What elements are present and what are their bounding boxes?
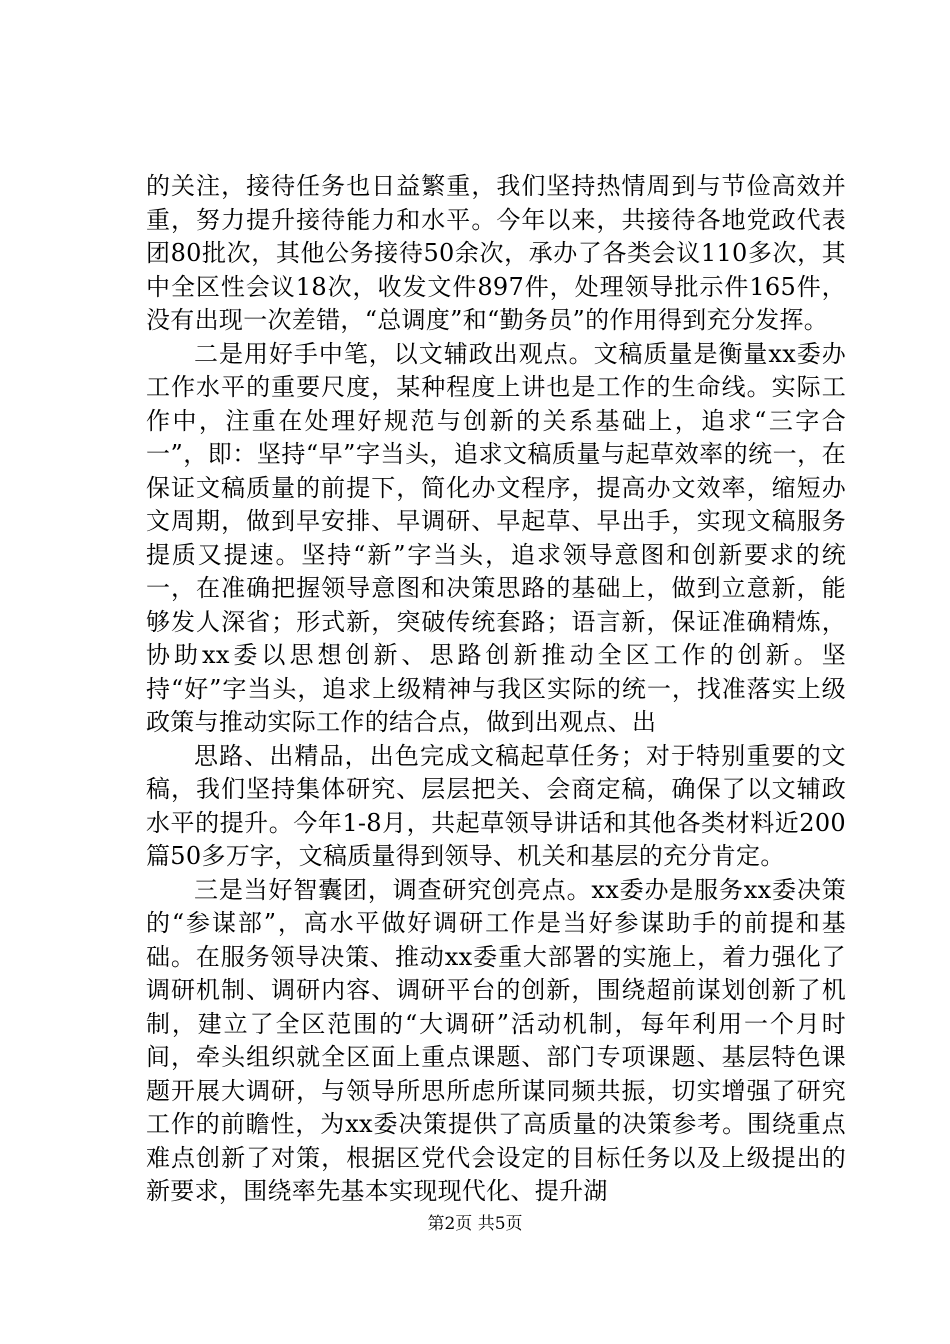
document-body [146, 170, 846, 1209]
paragraph-reception: 的关注，接待任务也日益繁重，我们坚持热情周到与节俭高效并重，努力提升接待能力和水平。今年以来，共接待各地党政代表团80批次，其他公务接待50余次，承办了各类会议110多次，其中全区性会议18次，收发文件897件，处理领导批示件165件，没有出现一次差错，“总调度”和“勤务员”的作用得到充分发挥。 [146, 172, 846, 334]
page-footer: 第2页 共5页 [427, 1214, 523, 1234]
paragraph-writing: 二是用好手中笔，以文辅政出观点。文稿质量是衡量xx委办工作水平的重要尺度，某种程度上讲也是工作的生命线。实际工作中，注重在处理好规范与创新的关系基础上，追求“三字合一”，即：坚持“早”字当头，追求文稿质量与起草效率的统一，在保证文稿质量的前提下，简化办文程序，提高办文效率，缩短办文周期，做到早安排、早调研、早起草、早出手，实现文稿服务提质又提速。坚持“新”字当头，追求领导意图和创新要求的统一，在准确把握领导意图和决策思路的基础上，做到立意新，能够发人深省；形式新，突破传统套路；语言新，保证准确精炼，协助xx委以思想创新、思路创新推动全区工作的创新。坚持“好”字当头，追求上级精神与我区实际的统一，找准落实上级政策与推动实际工作的结合点，做到出观点、出 [146, 339, 846, 736]
paragraph-writing-continued: 思路、出精品，出色完成文稿起草任务；对于特别重要的文稿，我们坚持集体研究、层层把关、会商定稿，确保了以文辅政水平的提升。今年1-8月，共起草领导讲话和其他各类材料近200篇50多万字，文稿质量得到领导、机关和基层的充分肯定。 [146, 741, 846, 870]
paragraph-research: 三是当好智囊团，调查研究创亮点。xx委办是服务xx委决策的“参谋部”，高水平做好调研工作是当好参谋助手的前提和基础。在服务领导决策、推动xx委重大部署的实施上，着力强化了调研机制、调研内容、调研平台的创新，围绕超前谋划创新了机制，建立了全区范围的“大调研”活动机制，每年利用一个月时间，牵头组织就全区面上重点课题、部门专项课题、基层特色课题开展大调研，与领导所思所虑所谋同频共振，切实增强了研究工作的前瞻性，为xx委决策提供了高质量的决策参考。围绕重点难点创新了对策，根据区党代会设定的目标任务以及上级提出的新要求，围绕率先基本实现现代化、提升湖 [146, 875, 846, 1205]
